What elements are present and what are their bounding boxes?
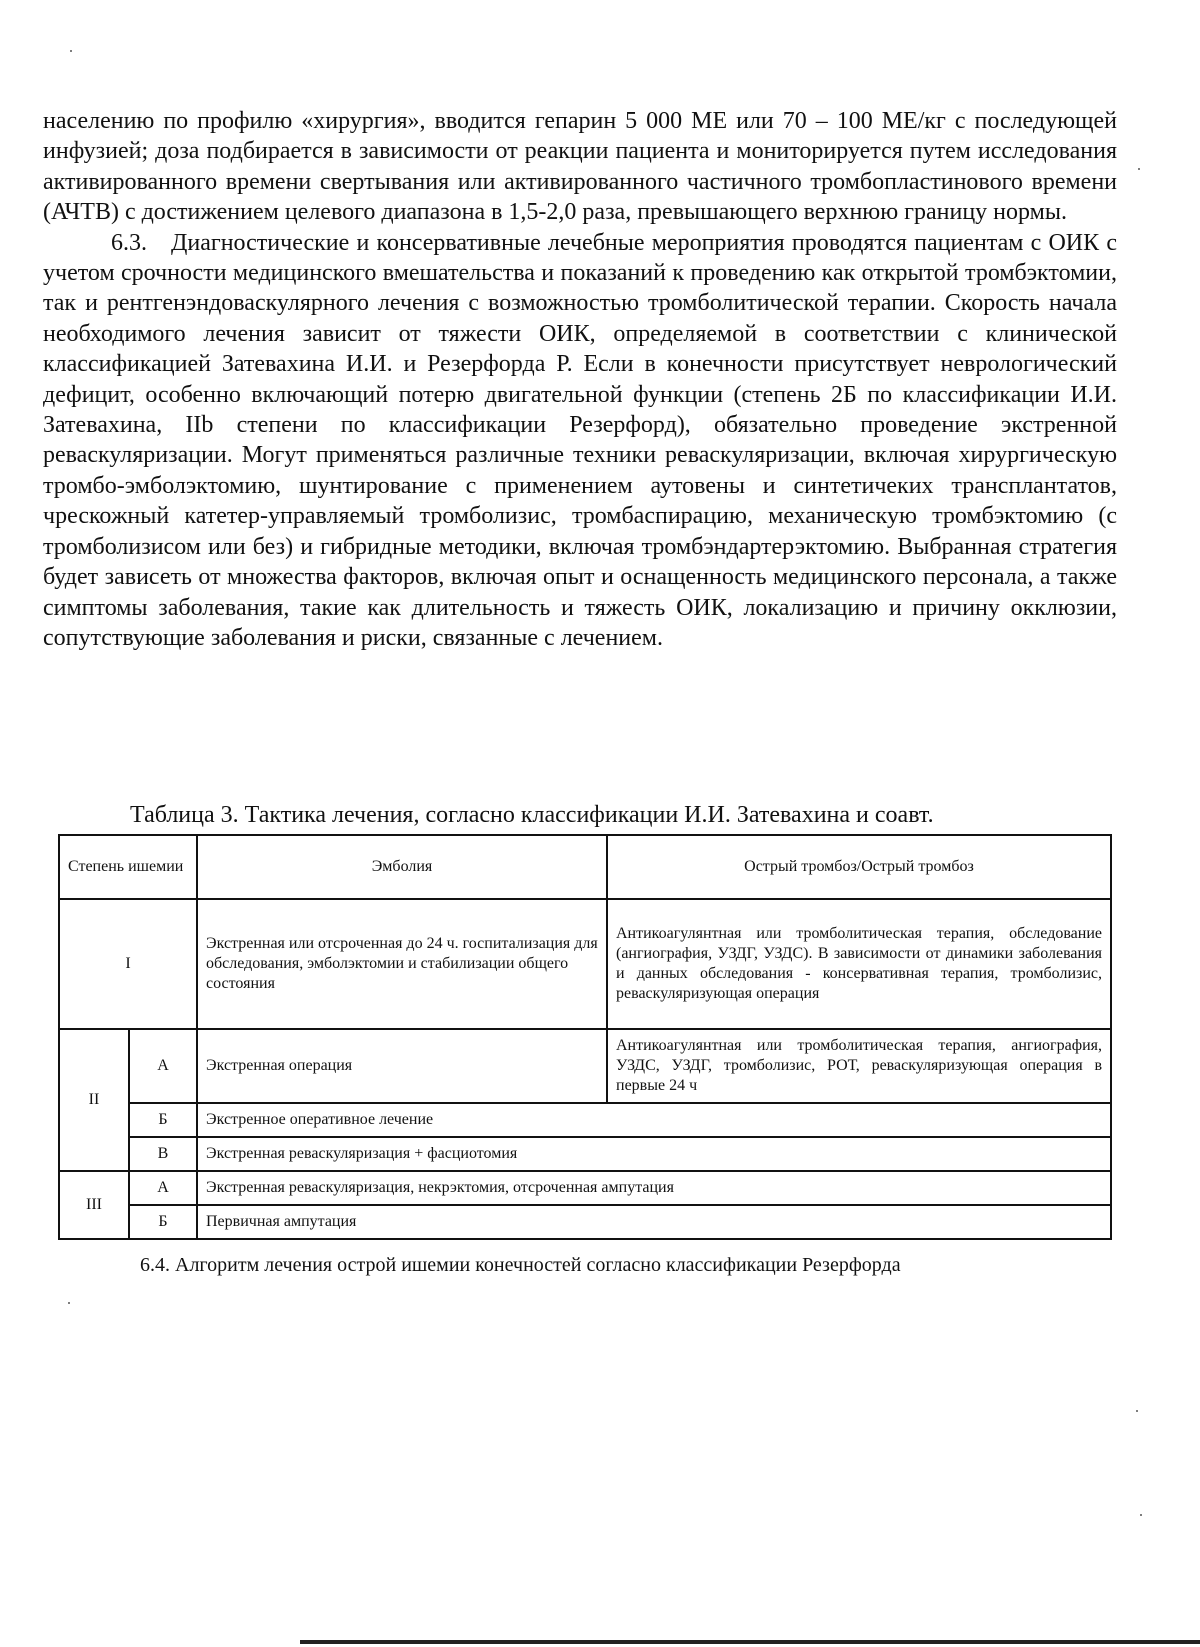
header-degree: Степень ишемии xyxy=(59,835,197,899)
table-row xyxy=(59,1205,1111,1239)
embolism-cell: Экстренная или отсроченная до 24 ч. госпитализация для обследования, эмболэктомии и стабилизации общего состояния xyxy=(197,899,607,1029)
thrombosis-cell: Антикоагулянтная или тромболитическая терапия, обследование (ангиография, УЗДГ, УЗДС). В зависимости от динамики заболевания и данных обследования - консервативная терапия, тромболизис, реваскуляризующая операция xyxy=(607,899,1111,1029)
thrombosis-cell: Антикоагулянтная или тромболитическая терапия, ангиография, УЗДС, УЗДГ, тромболизис, РОТ, реваскуляризующая операция в первые 24 ч xyxy=(607,1029,1111,1103)
subgrade-cell: В xyxy=(129,1137,197,1171)
subgrade-cell: А xyxy=(129,1171,197,1205)
scan-speck xyxy=(68,1302,70,1304)
treatment-tactics-table xyxy=(58,834,1112,1240)
scan-speck xyxy=(1140,1514,1142,1516)
treatment-cell: Первичная ампутация xyxy=(197,1205,1111,1239)
subgrade-cell: Б xyxy=(129,1103,197,1137)
header-embolism: Эмболия xyxy=(197,835,607,899)
scan-speck xyxy=(1136,1410,1138,1412)
table-row xyxy=(59,1171,1111,1205)
paragraph-1: населению по профилю «хирургия», вводится гепарин 5 000 МЕ или 70 – 100 МЕ/кг с последующей инфузией; доза подбирается в зависимости от реакции пациента и мониторируется путем исследования активированного времени свертывания или активированного частичного тромбопластинового времени (АЧТВ) с достижением целевого диапазона в 1,5-2,0 раза, превышающего верхнюю границу нормы. xyxy=(43,108,1117,226)
treatment-cell: Экстренная реваскуляризация, некрэктомия, отсроченная ампутация xyxy=(197,1171,1111,1205)
table-caption: Таблица 3. Тактика лечения, согласно классификации И.И. Затевахина и соавт. xyxy=(130,802,934,828)
treatment-cell: Экстренная реваскуляризация + фасциотомия xyxy=(197,1137,1111,1171)
scan-speck xyxy=(70,50,72,52)
scan-speck xyxy=(1138,168,1140,170)
grade-cell: III xyxy=(59,1171,129,1239)
subgrade-cell: А xyxy=(129,1029,197,1103)
scan-edge-line xyxy=(300,1640,1200,1644)
table-row xyxy=(59,1029,1111,1103)
table-header-row xyxy=(59,835,1111,899)
grade-cell: I xyxy=(59,899,197,1029)
table-row xyxy=(59,1103,1111,1137)
table-row xyxy=(59,1137,1111,1171)
body-text xyxy=(43,106,1117,653)
embolism-cell: Экстренная операция xyxy=(197,1029,607,1103)
paragraph-6-3: 6.3. Диагностические и консервативные лечебные мероприятия проводятся пациентам с ОИК с учетом срочности медицинского вмешательства и показаний к проведению как открытой тромбэктомии, так и рентгенэндоваскулярного лечения с возможностью тромболитической терапии. Скорость начала необходимого лечения зависит от тяжести ОИК, определяемой в соответствии с клинической классификацией Затевахина И.И. и Резерфорда Р. Если в конечности присутствует неврологический дефицит, особенно включающий потерю двигательной функции (степень 2Б по классификации И.И. Затевахина, IIb степени по классификации Резерфорд), обязательно проведение экстренной реваскуляризации. Могут применяться различные техники реваскуляризации, включая хирургическую тромбо-эмболэктомию, шунтирование с применением аутовены и синтетичеких трансплантатов, чрескожный катетер-управляемый тромболизис, тромбаспирацию, механическую тромбэктомию (с тромболизисом или без) и гибридные методики, включая тромбэндартерэктомию. Выбранная стратегия будет зависеть от множества факторов, включая опыт и оснащенность медицинского персонала, а также симптомы заболевания, такие как длительность и тяжесть ОИК, локализацию и причину окклюзии, сопутствующие заболевания и риски, связанные с лечением. xyxy=(43,229,1117,651)
treatment-cell: Экстренное оперативное лечение xyxy=(197,1103,1111,1137)
grade-cell: II xyxy=(59,1029,129,1171)
subgrade-cell: Б xyxy=(129,1205,197,1239)
section-6-4-heading: 6.4. Алгоритм лечения острой ишемии конечностей согласно классификации Резерфорда xyxy=(140,1254,901,1276)
table-row xyxy=(59,899,1111,1029)
header-thrombosis: Острый тромбоз/Острый тромбоз xyxy=(607,835,1111,899)
